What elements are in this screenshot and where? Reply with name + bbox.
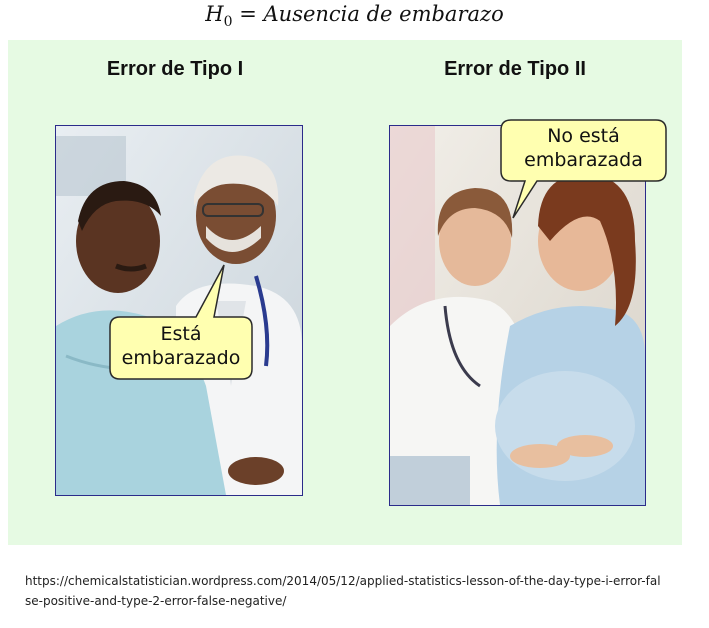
speech-text-left-line1: Está (160, 323, 202, 345)
speech-bubble-right (497, 116, 670, 220)
source-url[interactable]: https://chemicalstatistician.wordpress.com/2014/05/12/applied-statistics-lesson-of-the-day-type-i-error-false-positive-and-type-2-error-false-negative/ (25, 574, 661, 608)
heading-type-1-error: Error de Tipo I (106, 58, 244, 80)
formula-symbol: H (205, 2, 224, 26)
speech-text-right-line1: No está (547, 125, 620, 147)
speech-bubble-left (106, 261, 256, 383)
speech-text-left-line2: embarazado (121, 347, 241, 369)
formula-equals: = (239, 2, 257, 26)
heading-type-2-error: Error de Tipo II (444, 58, 586, 80)
hypothesis-formula (0, 2, 709, 30)
speech-text-right-line2: embarazada (524, 149, 643, 171)
formula-subscript: 0 (223, 14, 233, 31)
formula-text: Ausencia de embarazo (263, 2, 504, 26)
